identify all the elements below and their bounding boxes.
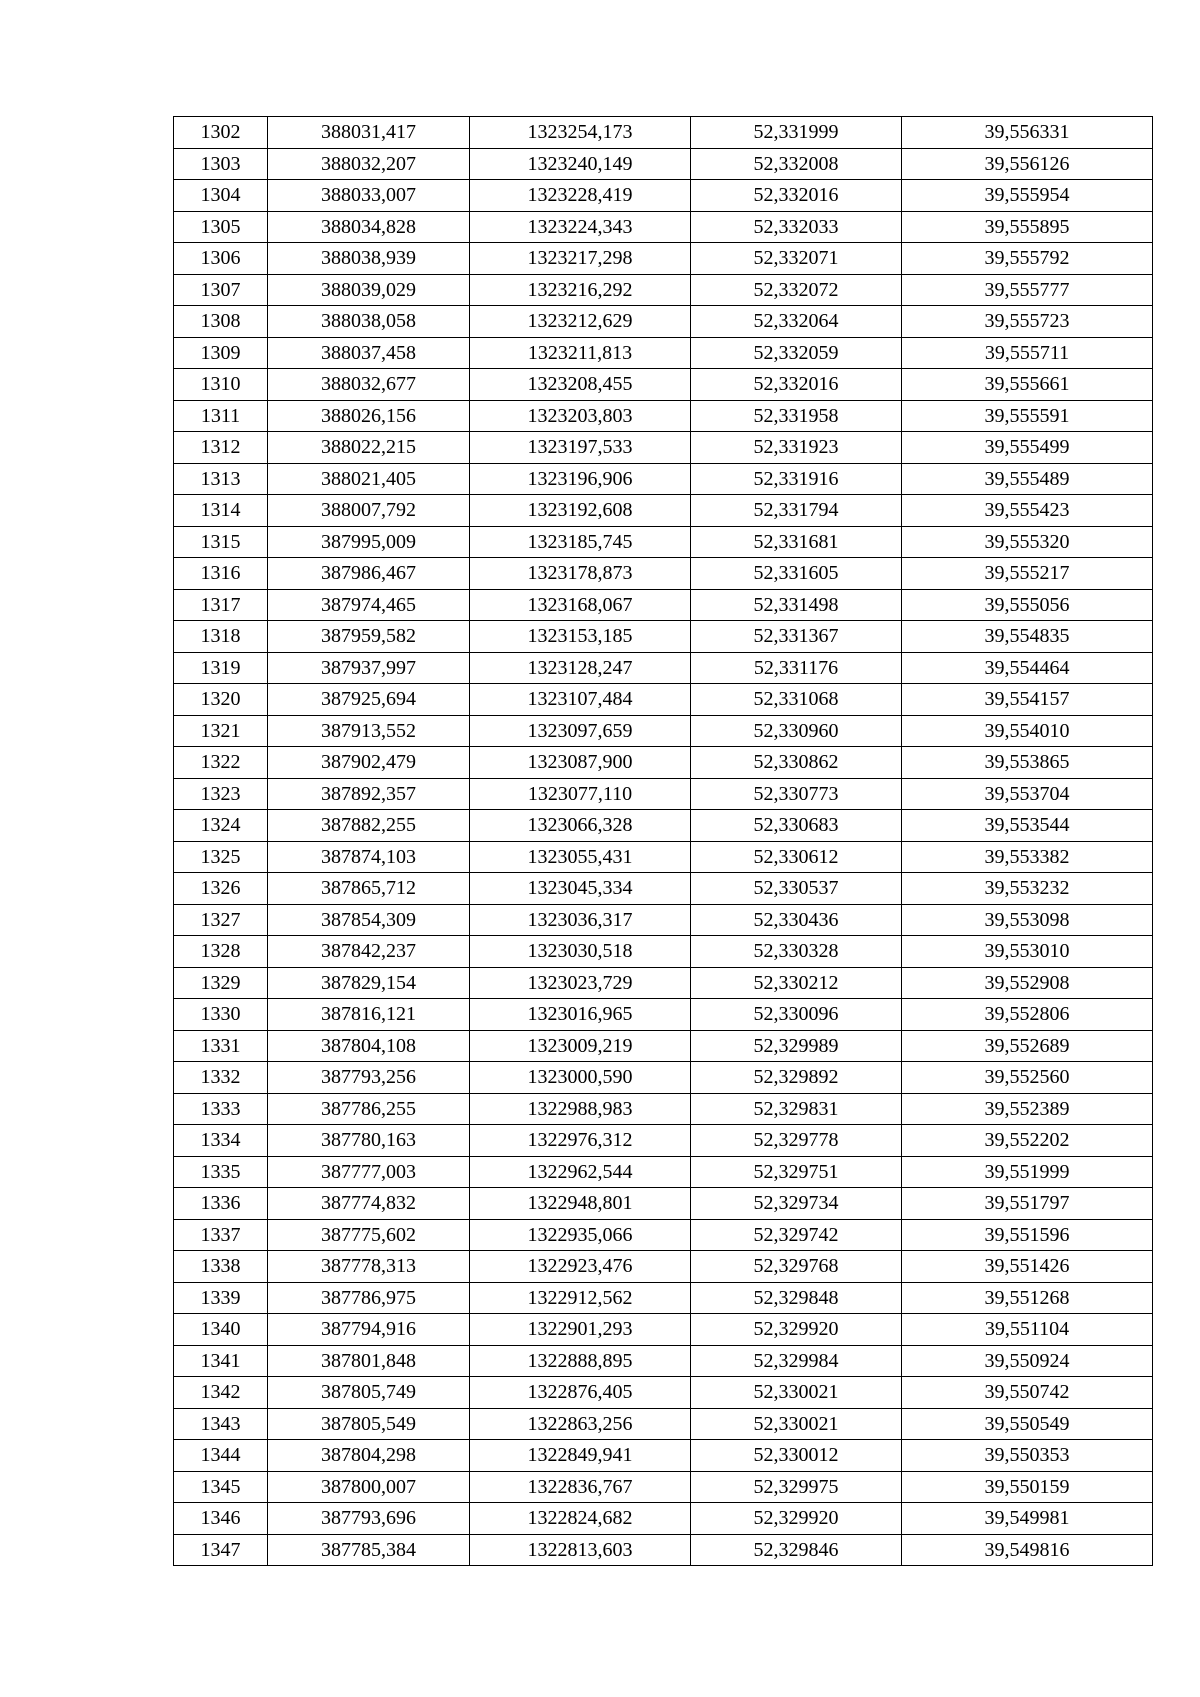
x-coordinate-cell: 388037,458: [268, 337, 470, 369]
latitude-cell: 52,330683: [691, 810, 902, 842]
table-row: [174, 778, 1153, 810]
table-row: [174, 337, 1153, 369]
y-coordinate-cell: 1323023,729: [470, 967, 691, 999]
x-coordinate-cell: 387816,121: [268, 999, 470, 1031]
y-coordinate-cell: 1323036,317: [470, 904, 691, 936]
longitude-cell: 39,551999: [902, 1156, 1153, 1188]
x-coordinate-cell: 388039,029: [268, 274, 470, 306]
latitude-cell: 52,332072: [691, 274, 902, 306]
y-coordinate-cell: 1322948,801: [470, 1188, 691, 1220]
y-coordinate-cell: 1323197,533: [470, 432, 691, 464]
latitude-cell: 52,332016: [691, 180, 902, 212]
longitude-cell: 39,551797: [902, 1188, 1153, 1220]
point-number-cell: 1343: [174, 1408, 268, 1440]
x-coordinate-cell: 387778,313: [268, 1251, 470, 1283]
x-coordinate-cell: 387786,975: [268, 1282, 470, 1314]
longitude-cell: 39,555661: [902, 369, 1153, 401]
table-row: [174, 1188, 1153, 1220]
longitude-cell: 39,555723: [902, 306, 1153, 338]
point-number-cell: 1347: [174, 1534, 268, 1566]
latitude-cell: 52,329742: [691, 1219, 902, 1251]
point-number-cell: 1314: [174, 495, 268, 527]
table-row: [174, 400, 1153, 432]
point-number-cell: 1337: [174, 1219, 268, 1251]
point-number-cell: 1336: [174, 1188, 268, 1220]
x-coordinate-cell: 388031,417: [268, 117, 470, 149]
longitude-cell: 39,551104: [902, 1314, 1153, 1346]
x-coordinate-cell: 387854,309: [268, 904, 470, 936]
latitude-cell: 52,332059: [691, 337, 902, 369]
y-coordinate-cell: 1323097,659: [470, 715, 691, 747]
y-coordinate-cell: 1322923,476: [470, 1251, 691, 1283]
point-number-cell: 1345: [174, 1471, 268, 1503]
y-coordinate-cell: 1323211,813: [470, 337, 691, 369]
x-coordinate-cell: 387804,108: [268, 1030, 470, 1062]
point-number-cell: 1308: [174, 306, 268, 338]
y-coordinate-cell: 1323240,149: [470, 148, 691, 180]
table-row: [174, 1440, 1153, 1472]
point-number-cell: 1313: [174, 463, 268, 495]
point-number-cell: 1316: [174, 558, 268, 590]
table-row: [174, 432, 1153, 464]
longitude-cell: 39,551268: [902, 1282, 1153, 1314]
latitude-cell: 52,330537: [691, 873, 902, 905]
latitude-cell: 52,330436: [691, 904, 902, 936]
longitude-cell: 39,553098: [902, 904, 1153, 936]
point-number-cell: 1312: [174, 432, 268, 464]
point-number-cell: 1302: [174, 117, 268, 149]
x-coordinate-cell: 387805,749: [268, 1377, 470, 1409]
x-coordinate-cell: 388034,828: [268, 211, 470, 243]
point-number-cell: 1310: [174, 369, 268, 401]
point-number-cell: 1341: [174, 1345, 268, 1377]
longitude-cell: 39,555320: [902, 526, 1153, 558]
longitude-cell: 39,553865: [902, 747, 1153, 779]
table-row: [174, 589, 1153, 621]
table-row: [174, 148, 1153, 180]
x-coordinate-cell: 387800,007: [268, 1471, 470, 1503]
x-coordinate-cell: 387793,696: [268, 1503, 470, 1535]
longitude-cell: 39,550159: [902, 1471, 1153, 1503]
longitude-cell: 39,555499: [902, 432, 1153, 464]
latitude-cell: 52,331367: [691, 621, 902, 653]
point-number-cell: 1320: [174, 684, 268, 716]
table-row: [174, 1251, 1153, 1283]
y-coordinate-cell: 1323208,455: [470, 369, 691, 401]
x-coordinate-cell: 387892,357: [268, 778, 470, 810]
table-row: [174, 1156, 1153, 1188]
table-row: [174, 1030, 1153, 1062]
y-coordinate-cell: 1322901,293: [470, 1314, 691, 1346]
table-row: [174, 1093, 1153, 1125]
table-row: [174, 621, 1153, 653]
x-coordinate-cell: 387805,549: [268, 1408, 470, 1440]
longitude-cell: 39,550924: [902, 1345, 1153, 1377]
table-row: [174, 463, 1153, 495]
table-row: [174, 841, 1153, 873]
longitude-cell: 39,555792: [902, 243, 1153, 275]
y-coordinate-cell: 1323196,906: [470, 463, 691, 495]
latitude-cell: 52,329920: [691, 1503, 902, 1535]
y-coordinate-cell: 1323009,219: [470, 1030, 691, 1062]
latitude-cell: 52,329778: [691, 1125, 902, 1157]
table-row: [174, 117, 1153, 149]
longitude-cell: 39,555489: [902, 463, 1153, 495]
point-number-cell: 1333: [174, 1093, 268, 1125]
longitude-cell: 39,555056: [902, 589, 1153, 621]
longitude-cell: 39,550353: [902, 1440, 1153, 1472]
latitude-cell: 52,331916: [691, 463, 902, 495]
point-number-cell: 1317: [174, 589, 268, 621]
x-coordinate-cell: 387986,467: [268, 558, 470, 590]
point-number-cell: 1338: [174, 1251, 268, 1283]
x-coordinate-cell: 387874,103: [268, 841, 470, 873]
longitude-cell: 39,554010: [902, 715, 1153, 747]
point-number-cell: 1332: [174, 1062, 268, 1094]
point-number-cell: 1327: [174, 904, 268, 936]
latitude-cell: 52,331681: [691, 526, 902, 558]
y-coordinate-cell: 1323107,484: [470, 684, 691, 716]
longitude-cell: 39,552389: [902, 1093, 1153, 1125]
table-row: [174, 1377, 1153, 1409]
latitude-cell: 52,331605: [691, 558, 902, 590]
y-coordinate-cell: 1322935,066: [470, 1219, 691, 1251]
longitude-cell: 39,553010: [902, 936, 1153, 968]
longitude-cell: 39,549981: [902, 1503, 1153, 1535]
x-coordinate-cell: 387829,154: [268, 967, 470, 999]
longitude-cell: 39,555591: [902, 400, 1153, 432]
point-number-cell: 1335: [174, 1156, 268, 1188]
point-number-cell: 1311: [174, 400, 268, 432]
coordinates-table: [173, 116, 1153, 1566]
table-row: [174, 684, 1153, 716]
latitude-cell: 52,329751: [691, 1156, 902, 1188]
point-number-cell: 1340: [174, 1314, 268, 1346]
latitude-cell: 52,329920: [691, 1314, 902, 1346]
y-coordinate-cell: 1323178,873: [470, 558, 691, 590]
latitude-cell: 52,330012: [691, 1440, 902, 1472]
point-number-cell: 1305: [174, 211, 268, 243]
x-coordinate-cell: 387959,582: [268, 621, 470, 653]
point-number-cell: 1326: [174, 873, 268, 905]
point-number-cell: 1329: [174, 967, 268, 999]
latitude-cell: 52,329975: [691, 1471, 902, 1503]
y-coordinate-cell: 1322849,941: [470, 1440, 691, 1472]
longitude-cell: 39,552560: [902, 1062, 1153, 1094]
table-row: [174, 1408, 1153, 1440]
point-number-cell: 1303: [174, 148, 268, 180]
longitude-cell: 39,551426: [902, 1251, 1153, 1283]
longitude-cell: 39,549816: [902, 1534, 1153, 1566]
latitude-cell: 52,329734: [691, 1188, 902, 1220]
longitude-cell: 39,554157: [902, 684, 1153, 716]
table-row: [174, 369, 1153, 401]
y-coordinate-cell: 1323128,247: [470, 652, 691, 684]
longitude-cell: 39,550742: [902, 1377, 1153, 1409]
latitude-cell: 52,331958: [691, 400, 902, 432]
latitude-cell: 52,330960: [691, 715, 902, 747]
x-coordinate-cell: 387785,384: [268, 1534, 470, 1566]
table-row: [174, 211, 1153, 243]
y-coordinate-cell: 1323077,110: [470, 778, 691, 810]
point-number-cell: 1346: [174, 1503, 268, 1535]
point-number-cell: 1339: [174, 1282, 268, 1314]
y-coordinate-cell: 1323192,608: [470, 495, 691, 527]
longitude-cell: 39,552689: [902, 1030, 1153, 1062]
x-coordinate-cell: 388038,939: [268, 243, 470, 275]
longitude-cell: 39,555895: [902, 211, 1153, 243]
longitude-cell: 39,555711: [902, 337, 1153, 369]
y-coordinate-cell: 1323168,067: [470, 589, 691, 621]
y-coordinate-cell: 1323216,292: [470, 274, 691, 306]
y-coordinate-cell: 1323212,629: [470, 306, 691, 338]
longitude-cell: 39,552202: [902, 1125, 1153, 1157]
y-coordinate-cell: 1322912,562: [470, 1282, 691, 1314]
longitude-cell: 39,554464: [902, 652, 1153, 684]
coordinates-table-body: [174, 117, 1153, 1566]
latitude-cell: 52,332008: [691, 148, 902, 180]
x-coordinate-cell: 387801,848: [268, 1345, 470, 1377]
table-row: [174, 558, 1153, 590]
longitude-cell: 39,555777: [902, 274, 1153, 306]
x-coordinate-cell: 387794,916: [268, 1314, 470, 1346]
table-row: [174, 1282, 1153, 1314]
latitude-cell: 52,330862: [691, 747, 902, 779]
table-row: [174, 1345, 1153, 1377]
table-row: [174, 306, 1153, 338]
y-coordinate-cell: 1323045,334: [470, 873, 691, 905]
y-coordinate-cell: 1322836,767: [470, 1471, 691, 1503]
y-coordinate-cell: 1322876,405: [470, 1377, 691, 1409]
point-number-cell: 1344: [174, 1440, 268, 1472]
latitude-cell: 52,330021: [691, 1377, 902, 1409]
x-coordinate-cell: 387774,832: [268, 1188, 470, 1220]
x-coordinate-cell: 387842,237: [268, 936, 470, 968]
latitude-cell: 52,330328: [691, 936, 902, 968]
table-row: [174, 967, 1153, 999]
x-coordinate-cell: 388032,207: [268, 148, 470, 180]
y-coordinate-cell: 1323000,590: [470, 1062, 691, 1094]
table-row: [174, 495, 1153, 527]
table-row: [174, 1062, 1153, 1094]
x-coordinate-cell: 387913,552: [268, 715, 470, 747]
y-coordinate-cell: 1323203,803: [470, 400, 691, 432]
longitude-cell: 39,550549: [902, 1408, 1153, 1440]
point-number-cell: 1322: [174, 747, 268, 779]
longitude-cell: 39,553704: [902, 778, 1153, 810]
x-coordinate-cell: 387777,003: [268, 1156, 470, 1188]
x-coordinate-cell: 388038,058: [268, 306, 470, 338]
longitude-cell: 39,553382: [902, 841, 1153, 873]
y-coordinate-cell: 1322988,983: [470, 1093, 691, 1125]
x-coordinate-cell: 388007,792: [268, 495, 470, 527]
longitude-cell: 39,554835: [902, 621, 1153, 653]
table-row: [174, 1219, 1153, 1251]
longitude-cell: 39,556331: [902, 117, 1153, 149]
latitude-cell: 52,329892: [691, 1062, 902, 1094]
table-row: [174, 652, 1153, 684]
latitude-cell: 52,329768: [691, 1251, 902, 1283]
x-coordinate-cell: 387995,009: [268, 526, 470, 558]
point-number-cell: 1319: [174, 652, 268, 684]
x-coordinate-cell: 388033,007: [268, 180, 470, 212]
y-coordinate-cell: 1323224,343: [470, 211, 691, 243]
latitude-cell: 52,329848: [691, 1282, 902, 1314]
point-number-cell: 1324: [174, 810, 268, 842]
x-coordinate-cell: 387974,465: [268, 589, 470, 621]
table-row: [174, 904, 1153, 936]
table-row: [174, 274, 1153, 306]
latitude-cell: 52,330612: [691, 841, 902, 873]
longitude-cell: 39,555217: [902, 558, 1153, 590]
table-row: [174, 873, 1153, 905]
point-number-cell: 1325: [174, 841, 268, 873]
x-coordinate-cell: 388032,677: [268, 369, 470, 401]
table-row: [174, 1534, 1153, 1566]
table-row: [174, 526, 1153, 558]
point-number-cell: 1323: [174, 778, 268, 810]
latitude-cell: 52,331999: [691, 117, 902, 149]
y-coordinate-cell: 1322824,682: [470, 1503, 691, 1535]
table-row: [174, 1503, 1153, 1535]
latitude-cell: 52,330021: [691, 1408, 902, 1440]
x-coordinate-cell: 387786,255: [268, 1093, 470, 1125]
latitude-cell: 52,331794: [691, 495, 902, 527]
point-number-cell: 1318: [174, 621, 268, 653]
latitude-cell: 52,329831: [691, 1093, 902, 1125]
x-coordinate-cell: 388026,156: [268, 400, 470, 432]
x-coordinate-cell: 387775,602: [268, 1219, 470, 1251]
latitude-cell: 52,329984: [691, 1345, 902, 1377]
point-number-cell: 1331: [174, 1030, 268, 1062]
x-coordinate-cell: 387865,712: [268, 873, 470, 905]
latitude-cell: 52,330212: [691, 967, 902, 999]
table-row: [174, 999, 1153, 1031]
y-coordinate-cell: 1322813,603: [470, 1534, 691, 1566]
point-number-cell: 1321: [174, 715, 268, 747]
y-coordinate-cell: 1322962,544: [470, 1156, 691, 1188]
y-coordinate-cell: 1323185,745: [470, 526, 691, 558]
y-coordinate-cell: 1323016,965: [470, 999, 691, 1031]
latitude-cell: 52,331923: [691, 432, 902, 464]
longitude-cell: 39,553232: [902, 873, 1153, 905]
x-coordinate-cell: 388022,215: [268, 432, 470, 464]
y-coordinate-cell: 1323087,900: [470, 747, 691, 779]
y-coordinate-cell: 1322888,895: [470, 1345, 691, 1377]
latitude-cell: 52,331498: [691, 589, 902, 621]
latitude-cell: 52,330096: [691, 999, 902, 1031]
latitude-cell: 52,331176: [691, 652, 902, 684]
y-coordinate-cell: 1322863,256: [470, 1408, 691, 1440]
y-coordinate-cell: 1323228,419: [470, 180, 691, 212]
longitude-cell: 39,552806: [902, 999, 1153, 1031]
x-coordinate-cell: 387793,256: [268, 1062, 470, 1094]
point-number-cell: 1342: [174, 1377, 268, 1409]
x-coordinate-cell: 387780,163: [268, 1125, 470, 1157]
y-coordinate-cell: 1323030,518: [470, 936, 691, 968]
latitude-cell: 52,332071: [691, 243, 902, 275]
latitude-cell: 52,332033: [691, 211, 902, 243]
x-coordinate-cell: 387937,997: [268, 652, 470, 684]
latitude-cell: 52,330773: [691, 778, 902, 810]
longitude-cell: 39,556126: [902, 148, 1153, 180]
latitude-cell: 52,332064: [691, 306, 902, 338]
longitude-cell: 39,555423: [902, 495, 1153, 527]
x-coordinate-cell: 387902,479: [268, 747, 470, 779]
y-coordinate-cell: 1323153,185: [470, 621, 691, 653]
x-coordinate-cell: 387804,298: [268, 1440, 470, 1472]
table-row: [174, 1125, 1153, 1157]
latitude-cell: 52,329989: [691, 1030, 902, 1062]
latitude-cell: 52,329846: [691, 1534, 902, 1566]
y-coordinate-cell: 1322976,312: [470, 1125, 691, 1157]
point-number-cell: 1307: [174, 274, 268, 306]
point-number-cell: 1309: [174, 337, 268, 369]
point-number-cell: 1306: [174, 243, 268, 275]
latitude-cell: 52,331068: [691, 684, 902, 716]
table-row: [174, 1471, 1153, 1503]
point-number-cell: 1328: [174, 936, 268, 968]
table-row: [174, 936, 1153, 968]
y-coordinate-cell: 1323066,328: [470, 810, 691, 842]
longitude-cell: 39,551596: [902, 1219, 1153, 1251]
longitude-cell: 39,553544: [902, 810, 1153, 842]
x-coordinate-cell: 388021,405: [268, 463, 470, 495]
longitude-cell: 39,555954: [902, 180, 1153, 212]
latitude-cell: 52,332016: [691, 369, 902, 401]
x-coordinate-cell: 387925,694: [268, 684, 470, 716]
longitude-cell: 39,552908: [902, 967, 1153, 999]
y-coordinate-cell: 1323055,431: [470, 841, 691, 873]
table-row: [174, 180, 1153, 212]
table-row: [174, 1314, 1153, 1346]
point-number-cell: 1315: [174, 526, 268, 558]
y-coordinate-cell: 1323217,298: [470, 243, 691, 275]
table-row: [174, 243, 1153, 275]
table-row: [174, 747, 1153, 779]
y-coordinate-cell: 1323254,173: [470, 117, 691, 149]
point-number-cell: 1334: [174, 1125, 268, 1157]
point-number-cell: 1330: [174, 999, 268, 1031]
table-row: [174, 810, 1153, 842]
x-coordinate-cell: 387882,255: [268, 810, 470, 842]
point-number-cell: 1304: [174, 180, 268, 212]
table-row: [174, 715, 1153, 747]
